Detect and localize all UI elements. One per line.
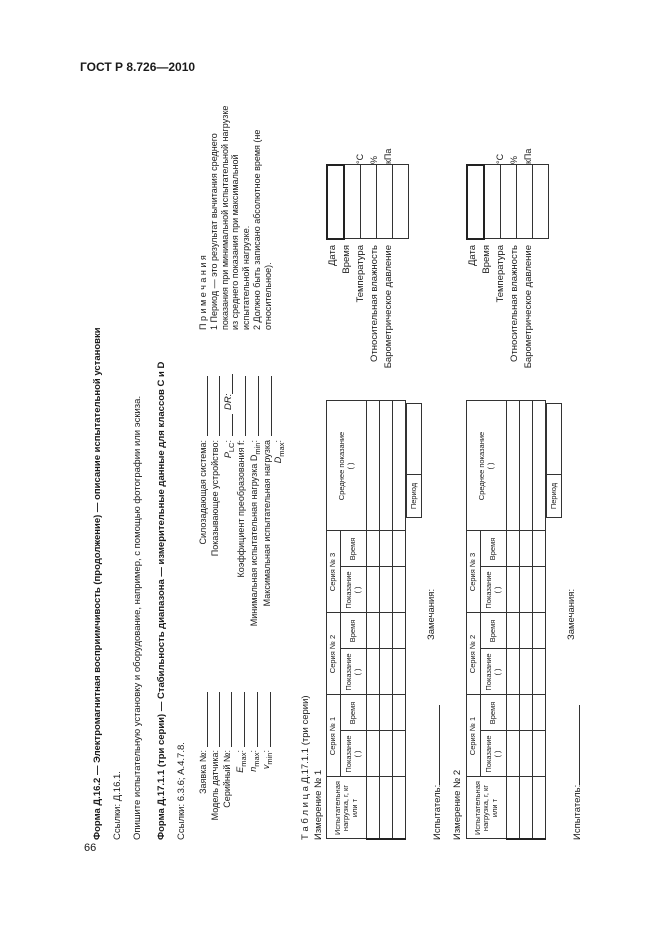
- measurement-1-title: Измерение № 1: [313, 769, 324, 840]
- field-coefficient: Коэффициент преобразования f:: [236, 440, 246, 578]
- field-plc: $P_{LC}$:: [223, 440, 236, 459]
- unit-temp-2: °С: [495, 153, 505, 164]
- cond-temp-1: Температура: [355, 245, 366, 303]
- cond-humidity-1: Относительная влажность: [369, 245, 380, 362]
- header-series-2: Серия № 2: [467, 613, 481, 695]
- form-d17-refs: Ссылки: 6.3.6; А.4.7.8.: [176, 742, 187, 840]
- cond-humidity-2: Относительная влажность: [509, 245, 520, 362]
- cond-temp-2: Температура: [495, 245, 506, 303]
- field-dmin-line[interactable]: [249, 376, 263, 436]
- header-series-2: Серия № 2: [327, 613, 341, 695]
- conditions-box-2: [466, 164, 549, 240]
- measurement-1-table: [326, 401, 406, 841]
- header-series-3: Серия № 3: [467, 531, 481, 613]
- unit-pressure-2: кПа: [523, 148, 533, 164]
- notes-block: [198, 100, 274, 330]
- field-force-system: Силозадающая система:: [198, 440, 208, 545]
- table-row: [533, 401, 546, 839]
- table-row: [380, 401, 393, 839]
- cond-time-2: Время: [481, 245, 492, 274]
- field-dr: DR:: [223, 393, 234, 410]
- page-number: 66: [84, 842, 97, 854]
- field-dr-line[interactable]: [223, 374, 237, 394]
- field-emax: $E_{max}$:: [235, 750, 248, 773]
- field-dmin: Минимальная испытательная нагрузка $D_{min}$:: [249, 440, 262, 627]
- note-2: 2 Должно быть записано абсолютное время (не относительное).: [251, 129, 273, 330]
- header-load: Испытательная нагрузка, г, кг или т: [327, 777, 367, 839]
- header-reading: Показание ( ): [481, 731, 507, 777]
- remarks-1: Замечания:: [426, 588, 437, 640]
- form-d16-2-instruction: Опишите испытательную установку и оборудование, например, с помощью фотографии или эскиза.: [132, 395, 143, 840]
- header-time: Время: [341, 531, 367, 567]
- tester-2: Испытатель:: [570, 705, 584, 840]
- cond-time-1: Время: [341, 245, 352, 274]
- form-d16-2-title: Форма Д.16.2 — Электромагнитная восприимчивость (продолжение) — описание испытательной установки: [92, 327, 103, 840]
- header-load: Испытательная нагрузка, г, кг или т: [467, 777, 507, 839]
- cond-pressure-2: Барометрическое давление: [523, 245, 534, 369]
- field-nmax: $n_{max}$:: [248, 750, 261, 772]
- field-nmax-line[interactable]: [248, 692, 262, 747]
- field-plc-line[interactable]: [223, 414, 237, 436]
- rotated-page-content: [90, 90, 590, 840]
- period-value-1[interactable]: [406, 403, 422, 476]
- unit-humidity-2: %: [509, 155, 519, 164]
- table-caption: Т а б л и ц а Д.17.1.1 (три серии): [300, 695, 311, 840]
- field-serial-no-line[interactable]: [222, 692, 236, 747]
- field-sensor-model: Модель датчика:: [210, 750, 220, 821]
- measurement-2-table: [466, 401, 546, 841]
- table-row: [367, 401, 380, 839]
- header-time: Время: [341, 613, 367, 649]
- field-serial-no: Серийный №:: [222, 750, 232, 808]
- field-vmin-line[interactable]: [261, 692, 275, 747]
- cond-date-2: Дата: [467, 245, 478, 267]
- header-time: Время: [481, 531, 507, 567]
- note-1: 1 Период — это результат вычитания среднего показания при минимальной испытательной нагрузке из среднего показания при максимальной испытательной нагрузке.: [208, 105, 252, 330]
- unit-temp-1: °С: [355, 153, 365, 164]
- table-row: [520, 401, 533, 839]
- period-cell-1: Период: [406, 474, 422, 518]
- conditions-box-1: [326, 164, 409, 240]
- header-reading: Показание ( ): [341, 567, 367, 613]
- header-average: Среднее показание ( ): [327, 401, 367, 531]
- header-reading: Показание ( ): [341, 649, 367, 695]
- standard-header: ГОСТ Р 8.726—2010: [80, 60, 196, 74]
- field-dmax-symbol: $D_{max}$:: [273, 440, 286, 464]
- field-emax-line[interactable]: [235, 692, 249, 747]
- header-reading: Показание ( ): [481, 649, 507, 695]
- header-time: Время: [481, 695, 507, 731]
- header-series-3: Серия № 3: [327, 531, 341, 613]
- header-reading: Показание ( ): [341, 731, 367, 777]
- form-d16-2-refs: Ссылки: Д.16.1.: [112, 771, 123, 840]
- form-d17-title: Форма Д.17.1.1 (три серии) — Стабильность диапазона — измерительные данные для классов С и D: [156, 361, 167, 840]
- period-value-2[interactable]: [546, 403, 562, 476]
- field-application-no: Заявка №:: [198, 750, 208, 794]
- field-dmax: Максимальная испытательная нагрузка: [262, 440, 272, 607]
- header-series-1: Серия № 1: [467, 695, 481, 777]
- table-row: [393, 401, 406, 839]
- field-vmin: $v_{min}$:: [261, 750, 274, 770]
- remarks-2: Замечания:: [566, 588, 577, 640]
- unit-humidity-1: %: [369, 155, 379, 164]
- header-time: Время: [481, 613, 507, 649]
- tester-1: Испытатель:: [430, 705, 444, 840]
- header-average: Среднее показание ( ): [467, 401, 507, 531]
- field-dmax-line[interactable]: [262, 376, 276, 436]
- measurement-2-title: Измерение № 2: [452, 769, 463, 840]
- field-indicator-line[interactable]: [210, 376, 224, 436]
- table-row: [507, 401, 520, 839]
- cond-pressure-1: Барометрическое давление: [383, 245, 394, 369]
- notes-title: П р и м е ч а н и я: [198, 255, 208, 330]
- period-cell-2: Период: [546, 474, 562, 518]
- field-coefficient-line[interactable]: [236, 376, 250, 436]
- header-time: Время: [341, 695, 367, 731]
- header-series-1: Серия № 1: [327, 695, 341, 777]
- header-reading: Показание ( ): [481, 567, 507, 613]
- field-indicator: Показывающее устройство:: [210, 440, 220, 557]
- cond-date-1: Дата: [327, 245, 338, 267]
- unit-pressure-1: кПа: [383, 148, 393, 164]
